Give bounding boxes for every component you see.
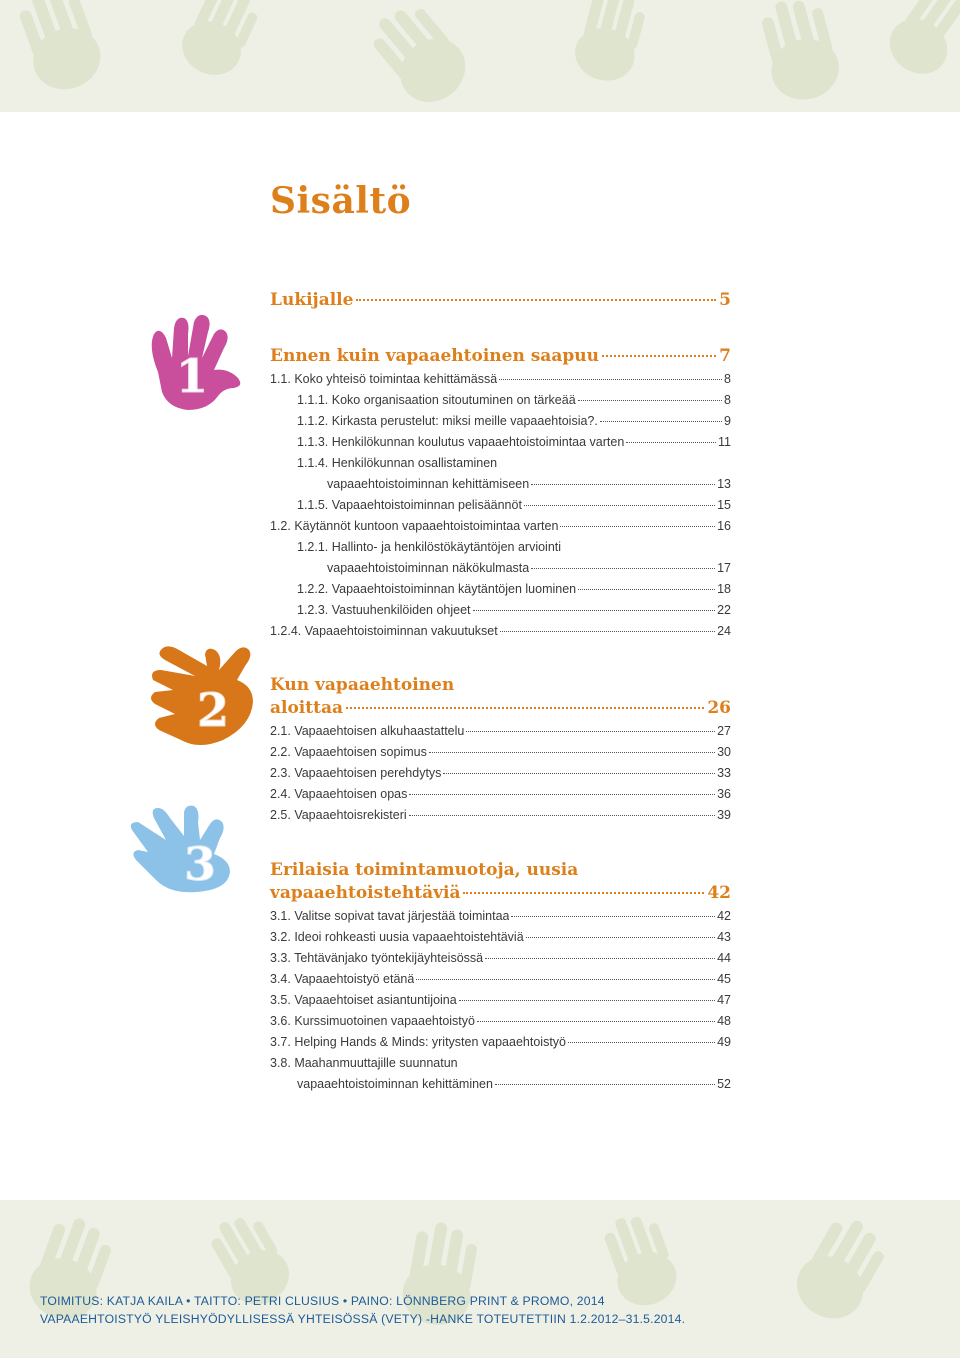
chapter-3-number: 3 xyxy=(183,837,217,891)
toc-entry[interactable]: 1.1.5. Vapaaehtoistoiminnan pelisäännöt 15 xyxy=(297,498,731,512)
chapter-2-title-line2: aloittaa xyxy=(270,698,344,718)
toc-lukijalle[interactable] xyxy=(270,289,731,312)
toc-entry[interactable]: 1.1.1. Koko organisaation sitoutuminen on tärkeää 8 xyxy=(297,393,731,407)
toc-entry[interactable]: vapaaehtoistoiminnan näkökulmasta 17 xyxy=(327,561,731,575)
chapter-1-heading[interactable] xyxy=(270,345,731,368)
toc-entry[interactable]: 1.2. Käytännöt kuntoon vapaaehtoistoimintaa varten 16 xyxy=(270,519,731,533)
leader-dots xyxy=(346,707,704,709)
footer-project: VAPAAEHTOISTYÖ YLEISHYÖDYLLISESSÄ YHTEISÖSSÄ (VETY) -HANKE TOTEUTETTIIN 1.2.2012–31.5.2014. xyxy=(40,1312,686,1326)
chapter-2-page: 26 xyxy=(707,698,731,718)
chapter-3-page: 42 xyxy=(707,883,731,903)
chapter-3-title-line2: vapaaehtoistehtäviä xyxy=(270,883,461,903)
hand-pattern-icon xyxy=(0,0,960,112)
toc-entry[interactable]: 2.2. Vapaaehtoisen sopimus 30 xyxy=(270,745,731,759)
toc-entry[interactable]: 3.6. Kurssimuotoinen vapaaehtoistyö 48 xyxy=(270,1014,731,1028)
toc-entry[interactable]: 2.4. Vapaaehtoisen opas 36 xyxy=(270,787,731,801)
header-pattern-band xyxy=(0,0,960,112)
chapter-3-hand-icon xyxy=(126,800,241,900)
toc-entry[interactable]: 1.2.4. Vapaaehtoistoiminnan vakuutukset 24 xyxy=(270,624,731,638)
toc-entry[interactable]: 3.2. Ideoi rohkeasti uusia vapaaehtoistehtäviä 43 xyxy=(270,930,731,944)
hand-pattern-icon xyxy=(0,1200,960,1358)
chapter-1-title: Ennen kuin vapaaehtoinen saapuu xyxy=(270,346,599,366)
toc-entry[interactable]: 3.4. Vapaaehtoistyö etänä 45 xyxy=(270,972,731,986)
chapter-2-heading[interactable] xyxy=(270,674,731,720)
chapter-1-hand-icon xyxy=(138,312,248,422)
toc-chapter-1 xyxy=(270,345,731,642)
leader-dots xyxy=(602,355,716,357)
toc-entry[interactable]: vapaaehtoistoiminnan kehittäminen 52 xyxy=(297,1077,731,1091)
toc-lukijalle-label: Lukijalle xyxy=(270,290,354,310)
toc-entry[interactable]: 2.1. Vapaaehtoisen alkuhaastattelu 27 xyxy=(270,724,731,738)
chapter-3-heading[interactable] xyxy=(270,859,731,905)
toc-entry-line1[interactable]: 1.1.4. Henkilökunnan osallistaminen xyxy=(297,456,498,470)
toc-entry[interactable]: 3.3. Tehtävänjako työntekijäyhteisössä 44 xyxy=(270,951,731,965)
toc-entry[interactable]: 3.1. Valitse sopivat tavat järjestää toimintaa 42 xyxy=(270,909,731,923)
toc-entry[interactable]: 3.7. Helping Hands & Minds: yritysten vapaaehtoistyö 49 xyxy=(270,1035,731,1049)
page-title: Sisältö xyxy=(270,180,412,222)
footer-pattern-band xyxy=(0,1200,960,1358)
toc-entry-line1[interactable]: 3.8. Maahanmuuttajille suunnatun xyxy=(270,1056,458,1070)
chapter-2-hand-icon xyxy=(145,640,260,755)
toc-entry[interactable]: vapaaehtoistoiminnan kehittämiseen 13 xyxy=(327,477,731,491)
chapter-2-number: 2 xyxy=(196,683,230,737)
leader-dots xyxy=(463,892,704,894)
chapter-1-number: 1 xyxy=(175,349,209,403)
toc-entry[interactable]: 3.5. Vapaaehtoiset asiantuntijoina 47 xyxy=(270,993,731,1007)
toc-entry[interactable]: 1.2.3. Vastuuhenkilöiden ohjeet 22 xyxy=(297,603,731,617)
leader-dots xyxy=(356,299,716,301)
toc-entry[interactable]: 1.1.3. Henkilökunnan koulutus vapaaehtoistoimintaa varten 11 xyxy=(297,435,731,449)
toc-chapter-2 xyxy=(270,674,731,826)
toc-chapter-3 xyxy=(270,859,731,1095)
toc-entry[interactable]: 2.3. Vapaaehtoisen perehdytys 33 xyxy=(270,766,731,780)
chapter-3-title-line1: Erilaisia toimintamuotoja, uusia xyxy=(270,860,579,880)
toc-entry-line1[interactable]: 1.2.1. Hallinto- ja henkilöstökäytäntöjen arviointi xyxy=(297,540,562,554)
chapter-1-page: 7 xyxy=(719,346,731,366)
footer-credits: TOIMITUS: KATJA KAILA • TAITTO: PETRI CLUSIUS • PAINO: LÖNNBERG PRINT & PROMO, 2014 xyxy=(40,1294,605,1308)
toc-entry[interactable]: 1.1.2. Kirkasta perustelut: miksi meille vapaaehtoisia?. 9 xyxy=(297,414,731,428)
toc-entry[interactable]: 1.1. Koko yhteisö toimintaa kehittämässä 8 xyxy=(270,372,731,386)
toc-entry[interactable]: 2.5. Vapaaehtoisrekisteri 39 xyxy=(270,808,731,822)
toc-entry[interactable]: 1.2.2. Vapaaehtoistoiminnan käytäntöjen luominen 18 xyxy=(297,582,731,596)
chapter-2-title-line1: Kun vapaaehtoinen xyxy=(270,675,455,695)
toc-lukijalle-page: 5 xyxy=(719,290,731,310)
